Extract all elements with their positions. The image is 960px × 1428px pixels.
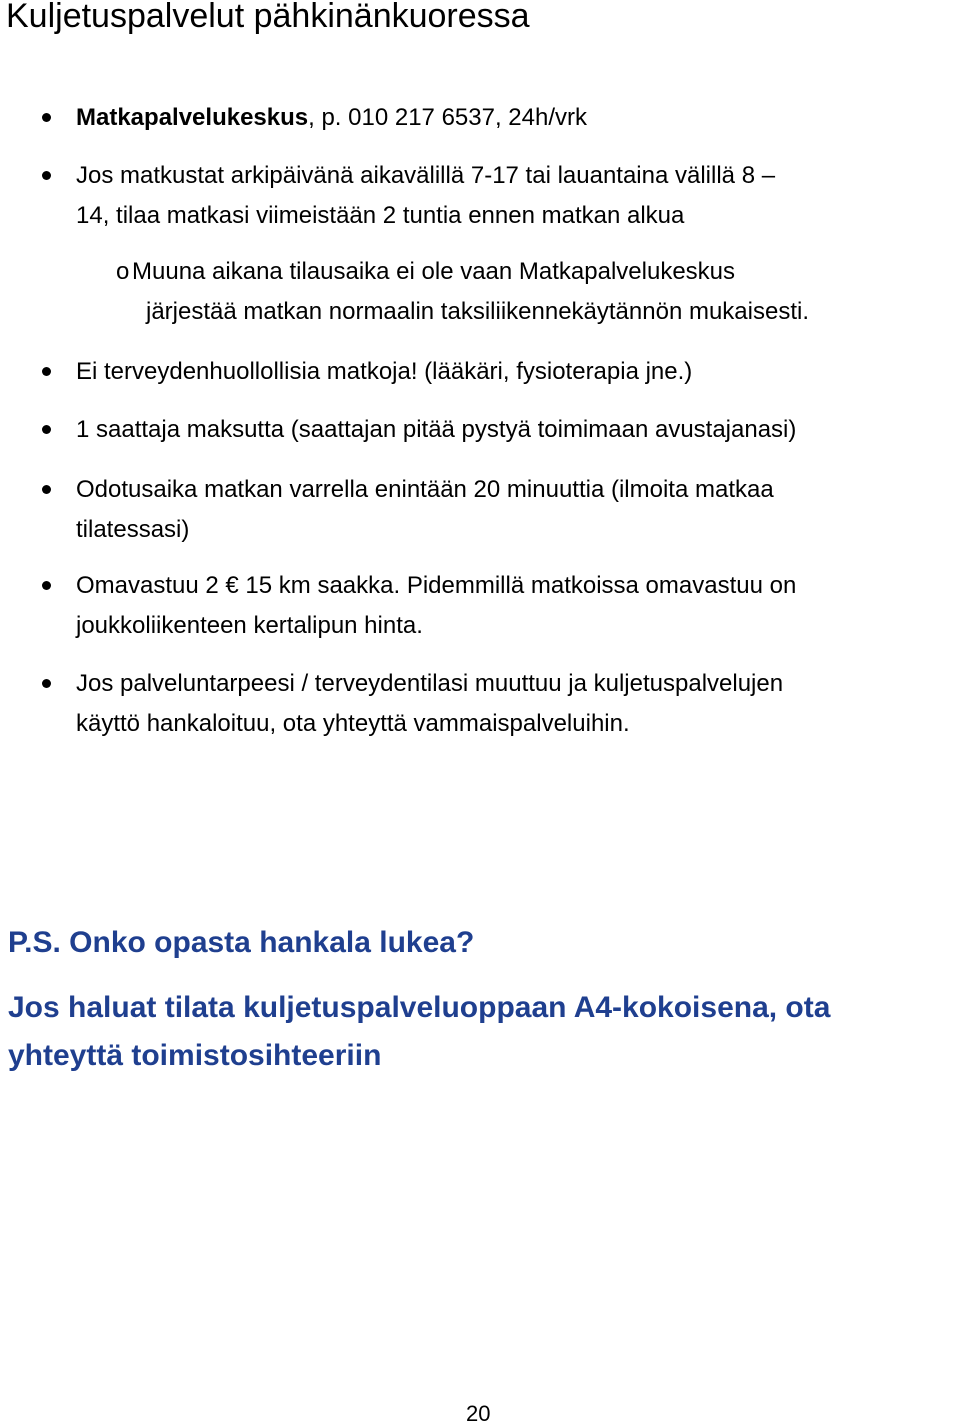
bullet-dot-icon — [42, 485, 51, 494]
bullet-dot-icon — [42, 425, 51, 434]
sub-list-item-line: järjestää matkan normaalin taksiliikennekäytännön mukaisesti. — [146, 298, 809, 325]
list-item-line: tilatessasi) — [76, 516, 190, 543]
ps-heading: P.S. Onko opasta hankala lukea? — [8, 926, 475, 959]
list-item-text — [76, 98, 956, 138]
list-item-line: Odotusaika matkan varrella enintään 20 minuuttia (ilmoita matkaa — [76, 476, 774, 503]
list-item — [76, 352, 956, 392]
list-item-line: Ei terveydenhuollollisia matkoja! (lääkäri, fysioterapia jne.) — [76, 358, 693, 385]
list-item — [76, 566, 956, 646]
bullet-dot-icon — [42, 679, 51, 688]
service-center-name: Matkapalvelukeskus — [76, 104, 309, 131]
list-item — [76, 410, 956, 450]
list-item — [76, 156, 956, 236]
list-item — [76, 664, 956, 744]
list-item-line: joukkoliikenteen kertalipun hinta. — [76, 612, 423, 639]
list-item — [76, 470, 956, 550]
page-title: Kuljetuspalvelut pähkinänkuoressa — [6, 0, 530, 35]
circle-bullet-icon: o — [116, 258, 130, 285]
bullet-dot-icon — [42, 113, 51, 122]
list-item-line: Omavastuu 2 € 15 km saakka. Pidemmillä matkoissa omavastuu on — [76, 572, 797, 599]
list-item-line: Jos palveluntarpeesi / terveydentilasi muuttuu ja kuljetuspalvelujen — [76, 670, 784, 697]
list-item-line: 14, tilaa matkasi viimeistään 2 tuntia ennen matkan alkua — [76, 202, 685, 229]
bullet-dot-icon — [42, 171, 51, 180]
list-item-line: käyttö hankaloituu, ota yhteyttä vammaispalveluihin. — [76, 710, 630, 737]
ps-contact-note — [8, 984, 830, 1080]
ps-contact-line: yhteyttä toimistosihteeriin — [8, 1039, 382, 1072]
service-center-details: , p. 010 217 6537, 24h/vrk — [308, 104, 587, 131]
bullet-dot-icon — [42, 581, 51, 590]
sub-list-item-line: Muuna aikana tilausaika ei ole vaan Matkapalvelukeskus — [132, 258, 736, 285]
list-item — [76, 98, 956, 138]
bullet-dot-icon — [42, 367, 51, 376]
list-item-line: Jos matkustat arkipäivänä aikavälillä 7-17 tai lauantaina välillä 8 – — [76, 162, 776, 189]
ps-contact-line: Jos haluat tilata kuljetuspalveluoppaan A4-kokoisena, ota — [8, 991, 831, 1024]
list-item-line: 1 saattaja maksutta (saattajan pitää pystyä toimimaan avustajanasi) — [76, 416, 797, 443]
page-number: 20 — [466, 1401, 491, 1426]
